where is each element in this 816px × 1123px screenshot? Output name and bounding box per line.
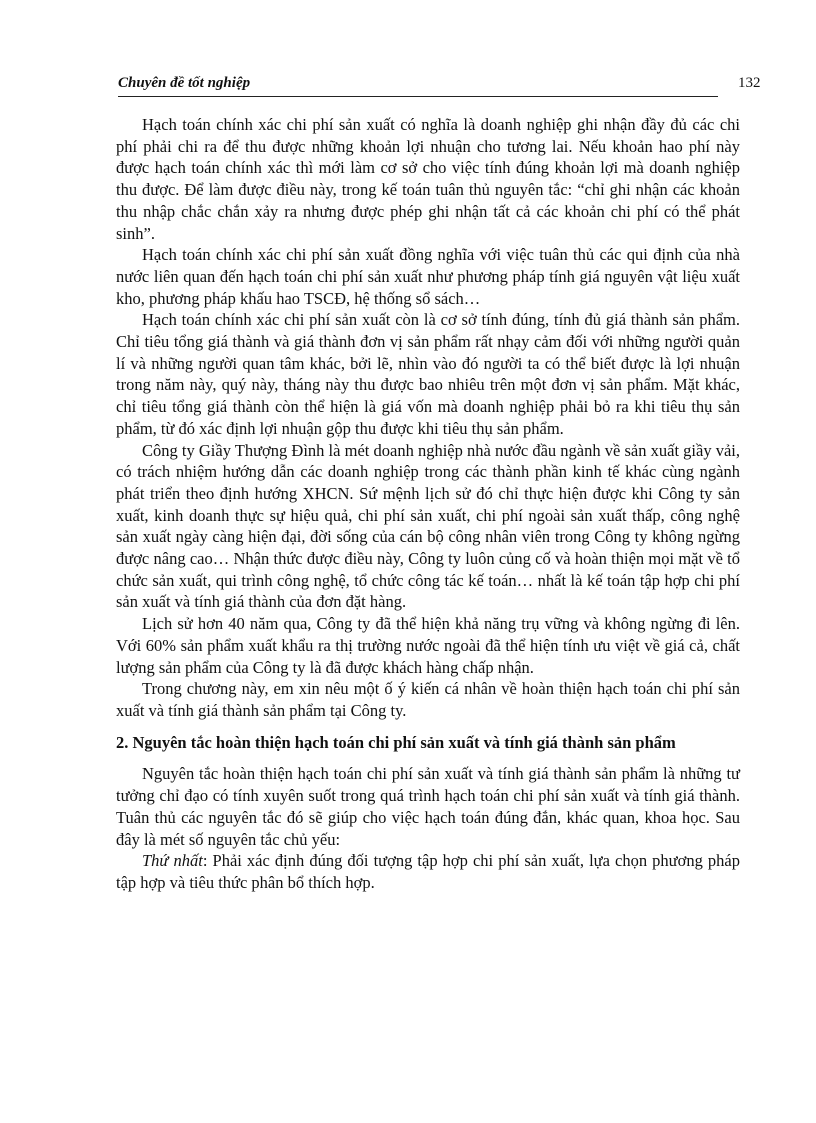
list-item [116, 850, 740, 893]
paragraph: Trong chương này, em xin nêu một ố ý kiến cá nhân về hoàn thiện hạch toán chi phí sản xuất và tính giá thành sản phẩm tại Công ty. [116, 679, 740, 720]
header-title: Chuyên đề tốt nghiệp [118, 75, 251, 91]
section-heading: 2. Nguyên tắc hoàn thiện hạch toán chi phí sản xuất và tính giá thành sản phẩm [116, 732, 676, 752]
paragraph: Hạch toán chính xác chi phí sản xuất còn là cơ sở tính đúng, tính đủ giá thành sản phẩm. Chỉ tiêu tổng giá thành và giá thành đơn vị sản phẩm rất nhạy cảm đối với những người quản lí và những người quan tâm khác, bởi lẽ, nhìn vào đó người ta có thể biết được là lợi nhuận trong năm này, quý này, tháng này thu được bao nhiêu trên một đơn vị sản phẩm. Mặt khác, chỉ tiêu tổng giá thành còn thể hiện là giá vốn mà doanh nghiệp phải bỏ ra khi tiêu thụ sản phẩm, từ đó xác định lợi nhuận gộp thu được khi tiêu thụ sản phẩm. [116, 310, 740, 438]
page-number: 132 [738, 75, 761, 91]
paragraph: Hạch toán chính xác chi phí sản xuất có nghĩa là doanh nghiệp ghi nhận đầy đủ các chi phí phải chi ra để thu được những khoản lợi nhuận cho tương lai. Nếu khoản hao phí này được hạch toán chính xác thì mới làm cơ sở cho việc tính đúng khoản lợi mà doanh nghiệp thu được. Để làm được điều này, trong kế toán tuân thủ nguyên tắc: “chỉ ghi nhận các khoản thu nhập chắc chắn xảy ra nhưng được phép ghi nhận tất cả các khoản chi phí có thể phát sinh”. [116, 115, 740, 243]
paragraph: Lịch sử hơn 40 năm qua, Công ty đã thể hiện khả năng trụ vững và không ngừng đi lên. Với 60% sản phẩm xuất khẩu ra thị trường nước ngoài đã thể hiện tính ưu việt về giá cả, chất lượng sản phẩm của Công ty là đã được khách hàng chấp nhận. [116, 614, 740, 677]
item-label: Thứ nhất [142, 851, 203, 871]
paragraph: Công ty Giầy Thượng Đình là mét doanh nghiệp nhà nước đầu ngành về sản xuất giầy vải, có trách nhiệm hướng dẫn các doanh nghiệp trong các thành phần kinh tế khác cùng ngành phát triển theo định hướng XHCN. Sứ mệnh lịch sử đó chỉ thực hiện được khi Công ty sản xuất, kinh doanh thực sự hiệu quả, chi phí sản xuất, chi phí ngoài sản xuất thấp, công nghệ sản xuất ngày càng hiện đại, đời sống của cán bộ công nhân viên trong Công ty không ngừng được nâng cao… Nhận thức được điều này, Công ty luôn củng cố và hoàn thiện mọi mặt về tổ chức sản xuất, qui trình công nghệ, tổ chức công tác kế toán… nhất là kế toán tập hợp chi phí sản xuất và tính giá thành của đơn đặt hàng. [116, 440, 740, 612]
paragraph: Hạch toán chính xác chi phí sản xuất đồng nghĩa với việc tuân thủ các qui định của nhà nước liên quan đến hạch toán chi phí sản xuất như phương pháp tính giá nguyên vật liệu xuất kho, phương pháp khấu hao TSCĐ, hệ thống sổ sách… [116, 245, 740, 308]
item-text: : Phải xác định đúng đối tượng tập hợp chi phí sản xuất, lựa chọn phương pháp tập hợp và tiêu thức phân bổ thích hợp. [116, 851, 740, 892]
page-header [118, 74, 718, 97]
paragraph: Nguyên tắc hoàn thiện hạch toán chi phí sản xuất và tính giá thành sản phẩm là những tư tưởng chỉ đạo có tính xuyên suốt trong quá trình hạch toán chi phí sản xuất và tính giá thành. Tuân thủ các nguyên tắc đó sẽ giúp cho việc hạch toán đúng đắn, khác quan, khoa học. Sau đây là mét số nguyên tắc chủ yếu: [116, 764, 740, 849]
document-body [116, 114, 740, 894]
